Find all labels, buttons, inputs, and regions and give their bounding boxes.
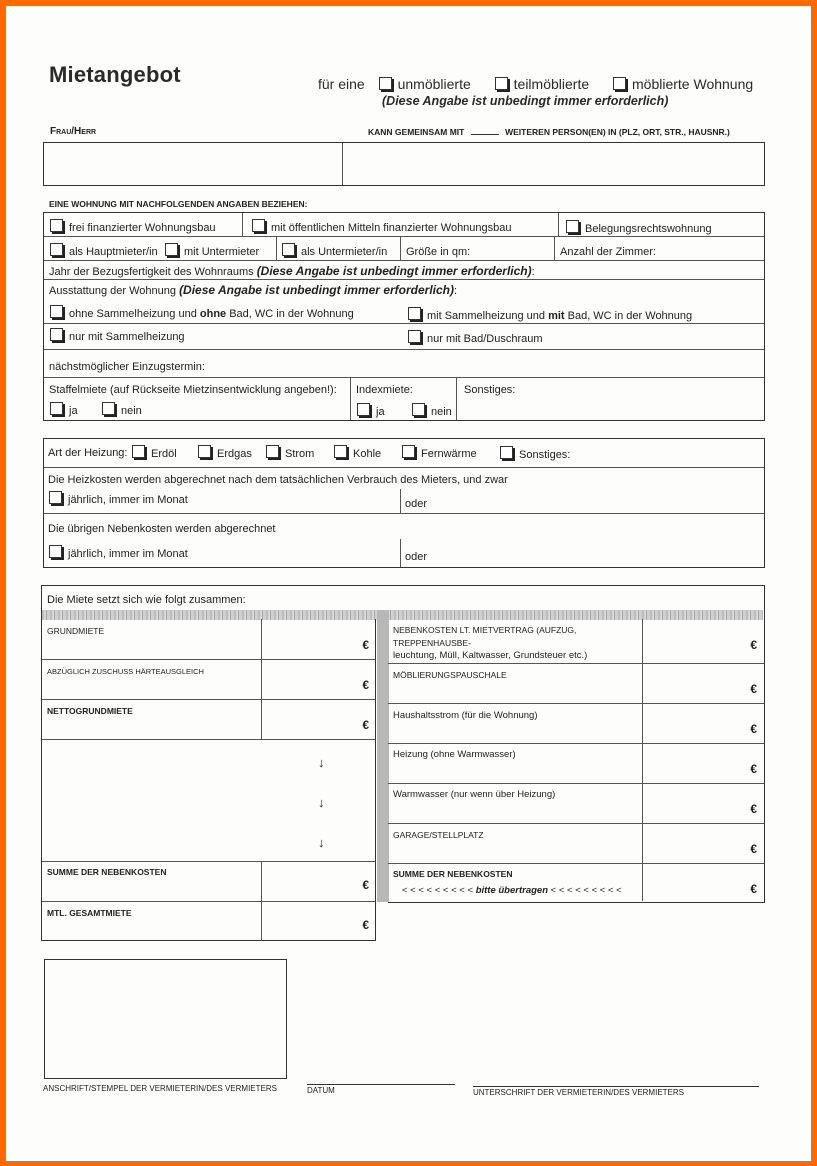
divider: [276, 236, 277, 260]
financing-occupancy[interactable]: Belegungsrechtswohnung: [566, 220, 712, 235]
heating-erdgas[interactable]: Erdgas: [198, 445, 252, 460]
checkbox-icon[interactable]: [266, 445, 279, 458]
side-costs-contract-amount-field[interactable]: [643, 620, 762, 660]
tenancy-main[interactable]: als Hauptmieter/in: [50, 243, 158, 258]
apartment-heading: EINE WOHNUNG MIT NACHFOLGENDEN ANGABEN BEZIEHEN:: [49, 199, 308, 209]
equipment-option-2[interactable]: mit Sammelheizung und mit Bad, WC in der Wohnung: [408, 307, 692, 322]
net-base-rent-amount-field[interactable]: [262, 700, 374, 738]
equipment-option-1[interactable]: ohne Sammelheizung und ohne Bad, WC in der Wohnung: [50, 305, 354, 320]
divider: [456, 377, 457, 420]
checkbox-icon[interactable]: [495, 77, 508, 90]
heating-type-label: Art der Heizung:: [48, 447, 128, 459]
other-costs-label: Die übrigen Nebenkosten werden abgerechnet: [48, 523, 276, 535]
heating-yearly[interactable]: jährlich, immer im Monat: [49, 491, 188, 506]
row-divider: [44, 513, 764, 514]
heating-table: [43, 438, 765, 568]
row-divider: [44, 260, 764, 261]
heating-cost-amount-field[interactable]: [643, 744, 762, 782]
tenant-box: [43, 142, 765, 186]
euro-sign: €: [750, 842, 757, 856]
stamp-label: ANSCHRIFT/STEMPEL DER VERMIETERIN/DES VERMIETERS: [43, 1084, 277, 1093]
rent-left-column: [41, 619, 376, 941]
persons-count-field[interactable]: [471, 134, 499, 135]
option-unfurnished[interactable]: unmöblierte: [379, 76, 481, 92]
heating-kohle[interactable]: Kohle: [334, 445, 381, 460]
net-base-rent-label: NETTOGRUNDMIETE: [47, 706, 133, 716]
year-field[interactable]: Jahr der Bezugsfertigkeit des Wohnraums (Diese Angabe ist unbedingt immer erforderlich):: [49, 264, 535, 278]
arrow-down-icon: ↓: [318, 755, 325, 770]
equipment-option-4[interactable]: nur mit Bad/Duschraum: [408, 330, 543, 345]
together-label: KANN GEMEINSAM MIT WEITEREN PERSON(EN) IN (PLZ, ORT, STR., HAUSNR.): [368, 127, 730, 137]
index-yes[interactable]: ja: [357, 403, 385, 418]
date-label: DATUM: [307, 1086, 335, 1095]
checkbox-icon[interactable]: [613, 77, 626, 90]
euro-sign: €: [750, 802, 757, 816]
euro-sign: €: [362, 678, 369, 692]
monthly-total-label: MTL. GESAMTMIETE: [47, 908, 132, 918]
euro-sign: €: [362, 918, 369, 932]
equipment-option-3[interactable]: nur mit Sammelheizung: [50, 328, 185, 343]
euro-sign: €: [362, 878, 369, 892]
arrow-down-icon: ↓: [318, 835, 325, 850]
monthly-total-amount-field[interactable]: [262, 902, 374, 940]
required-note: (Diese Angabe ist unbedingt immer erforderlich): [382, 94, 669, 108]
checkbox-icon[interactable]: [282, 243, 295, 256]
divider: [342, 143, 343, 185]
checkbox-icon[interactable]: [49, 545, 62, 558]
size-field[interactable]: Größe in qm:: [406, 246, 471, 258]
euro-sign: €: [750, 682, 757, 696]
tenant-address-field[interactable]: [346, 145, 760, 183]
rooms-field[interactable]: Anzahl der Zimmer:: [560, 246, 656, 258]
checkbox-icon[interactable]: [500, 446, 513, 459]
checkbox-icon[interactable]: [165, 243, 178, 256]
date-line[interactable]: [307, 1084, 455, 1085]
sum-side-costs-amount-field[interactable]: [262, 862, 374, 900]
arrow-down-icon: ↓: [318, 795, 325, 810]
checkbox-icon[interactable]: [252, 219, 265, 232]
divider: [400, 489, 401, 513]
hardship-deduction-amount-field[interactable]: [262, 660, 374, 698]
heating-strom[interactable]: Strom: [266, 445, 314, 460]
transfer-note: < < < < < < < < < bitte übertragen < < < < < < < < <: [402, 885, 622, 896]
euro-sign: €: [750, 882, 757, 896]
other-costs-yearly[interactable]: jährlich, immer im Monat: [49, 545, 188, 560]
signature-line[interactable]: [473, 1086, 759, 1087]
side-costs-contract-label: NEBENKOSTEN LT. MIETVERTRAG (AUFZUG, TREPPENHAUSBE- leuchtung, Müll, Kaltwasser, Grundsteuer etc.): [393, 625, 588, 661]
checkbox-icon[interactable]: [50, 328, 63, 341]
hot-water-label: Warmwasser (nur wenn über Heizung): [393, 789, 556, 800]
move-in-field[interactable]: nächstmöglicher Einzugstermin:: [49, 361, 205, 373]
checkbox-icon[interactable]: [132, 445, 145, 458]
furnishing-line: [318, 76, 773, 92]
checkbox-icon[interactable]: [49, 491, 62, 504]
right-sum-label: SUMME DER NEBENKOSTEN: [393, 869, 513, 879]
checkbox-icon[interactable]: [408, 307, 421, 320]
right-sum-amount-field[interactable]: [643, 864, 762, 902]
garage-amount-field[interactable]: [643, 824, 762, 862]
divider: [242, 213, 243, 236]
index-no[interactable]: nein: [412, 403, 452, 418]
apartment-table: [43, 212, 765, 421]
staffel-label: Staffelmiete (auf Rückseite Mietzinsentwicklung angeben!):: [49, 384, 337, 396]
checkbox-icon[interactable]: [50, 243, 63, 256]
heating-erdoel[interactable]: Erdöl: [132, 445, 177, 460]
euro-sign: €: [362, 638, 369, 652]
divider: [554, 236, 555, 260]
row-divider: [44, 236, 764, 237]
financing-free[interactable]: frei finanzierter Wohnungsbau: [50, 219, 216, 234]
tenancy-subtenant[interactable]: als Untermieter/in: [282, 243, 387, 258]
heating-fernwaerme[interactable]: Fernwärme: [402, 445, 477, 460]
row-divider: [44, 467, 764, 468]
checkbox-icon[interactable]: [50, 402, 63, 415]
form-page: [6, 6, 811, 1161]
euro-sign: €: [750, 762, 757, 776]
row-divider: [44, 279, 764, 280]
household-power-label: Haushaltsstrom (für die Wohnung): [393, 710, 538, 721]
financing-public[interactable]: mit öffentlichen Mitteln finanzierter Wohnungsbau: [252, 219, 512, 234]
checkbox-icon[interactable]: [198, 445, 211, 458]
divider: [400, 539, 401, 567]
garage-label: GARAGE/STELLPLATZ: [393, 830, 484, 840]
divider: [558, 213, 559, 236]
checkbox-icon[interactable]: [334, 445, 347, 458]
checkbox-icon[interactable]: [402, 445, 415, 458]
checkbox-icon[interactable]: [50, 219, 63, 232]
checkbox-icon[interactable]: [412, 403, 425, 416]
for-label: für eine: [318, 76, 365, 92]
staffel-no[interactable]: nein: [102, 402, 142, 417]
euro-sign: €: [750, 638, 757, 652]
checkbox-icon[interactable]: [566, 220, 579, 233]
furnishing-flat-rate-amount-field[interactable]: [643, 664, 762, 702]
heating-or-field[interactable]: oder: [405, 498, 428, 510]
option-furnished[interactable]: möblierte Wohnung: [613, 76, 763, 92]
rent-heading: Die Miete setzt sich wie folgt zusammen:: [47, 594, 246, 606]
divider: [350, 377, 351, 420]
heating-costs-label: Die Heizkosten werden abgerechnet nach dem tatsächlichen Verbrauch des Mieters, und zwar: [48, 474, 508, 486]
euro-sign: €: [750, 722, 757, 736]
index-label: Indexmiete:: [356, 384, 413, 396]
divider: [400, 236, 401, 260]
frau-herr-label: Frau/Herr: [50, 126, 97, 137]
other-costs-or-field[interactable]: oder: [405, 551, 428, 563]
staffel-yes[interactable]: ja: [50, 402, 78, 417]
row-divider: [44, 349, 764, 350]
tenancy-with-subtenant[interactable]: mit Untermieter: [165, 243, 259, 258]
checkbox-icon[interactable]: [408, 330, 421, 343]
row-divider: [42, 739, 375, 740]
checkbox-icon[interactable]: [357, 403, 370, 416]
row-divider: [44, 323, 764, 324]
option-partly-furnished[interactable]: teilmöblierte: [495, 76, 599, 92]
checkbox-icon[interactable]: [102, 402, 115, 415]
heating-cost-label: Heizung (ohne Warmwasser): [393, 749, 516, 760]
checkbox-icon[interactable]: [379, 77, 392, 90]
signature-label: UNTERSCHRIFT DER VERMIETERIN/DES VERMIETERS: [473, 1088, 684, 1097]
heating-sonstiges[interactable]: Sonstiges:: [500, 446, 570, 461]
row-divider: [44, 377, 764, 378]
tenant-name-field[interactable]: [46, 145, 338, 183]
stamp-box[interactable]: [44, 959, 287, 1079]
base-rent-label: GRUNDMIETE: [47, 626, 105, 636]
hot-water-amount-field[interactable]: [643, 784, 762, 822]
household-power-amount-field[interactable]: [643, 704, 762, 742]
furnishing-flat-rate-label: MÖBLIERUNGSPAUSCHALE: [393, 670, 507, 680]
equipment-label: Ausstattung der Wohnung (Diese Angabe ist unbedingt immer erforderlich):: [49, 283, 458, 297]
checkbox-icon[interactable]: [50, 305, 63, 318]
other-field[interactable]: Sonstiges:: [464, 384, 516, 396]
sum-side-costs-label: SUMME DER NEBENKOSTEN: [47, 867, 167, 877]
base-rent-amount-field[interactable]: [262, 620, 374, 658]
hardship-deduction-label: ABZÜGLICH ZUSCHUSS HÄRTEAUSGLEICH: [47, 667, 204, 676]
rent-right-column: [388, 619, 765, 903]
euro-sign: €: [362, 718, 369, 732]
page-title: Mietangebot: [49, 62, 181, 87]
